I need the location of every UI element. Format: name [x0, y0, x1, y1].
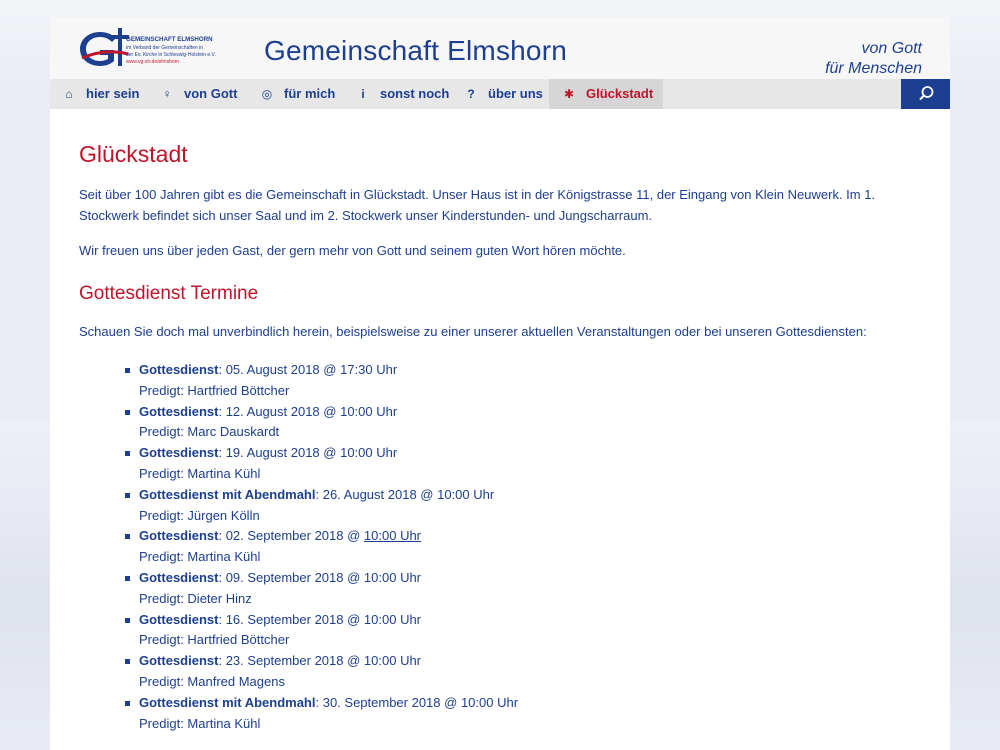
- asterisk-icon: ✱: [563, 87, 575, 101]
- search-button[interactable]: [901, 79, 950, 109]
- info-icon: i: [361, 87, 365, 101]
- bullet-icon: [125, 701, 130, 706]
- event-date: : 26. August 2018 @: [315, 486, 438, 502]
- event-time: 10:00 Uhr: [340, 445, 398, 461]
- nav-item-von-gott[interactable]: [148, 79, 249, 109]
- nav-item-hier-sein[interactable]: [50, 79, 151, 109]
- bullet-icon: [125, 534, 130, 539]
- event-time: 10:00 Uhr: [363, 569, 422, 585]
- main-content: [50, 109, 950, 734]
- event-type[interactable]: Gottesdienst: [139, 569, 219, 585]
- event-date: : 12. August 2018 @: [218, 403, 341, 419]
- main-navigation: [50, 79, 950, 109]
- bullet-icon: [125, 410, 130, 415]
- nav-item-fuer-mich[interactable]: [248, 79, 347, 109]
- section-heading-services: Gottesdienst Termine: [79, 283, 259, 304]
- event-preacher: Predigt: Hartfried Böttcher: [139, 632, 290, 648]
- page-title: Glückstadt: [79, 141, 188, 167]
- event-time: 10:00 Uhr: [363, 611, 422, 627]
- logo-line-1: GEMEINSCHAFT ELMSHORN: [126, 36, 213, 43]
- bullet-icon: [125, 451, 130, 456]
- nav-item-label: für mich: [284, 86, 336, 101]
- list-item: [139, 693, 921, 735]
- list-item: [139, 651, 921, 693]
- bullet-icon: [125, 659, 130, 664]
- bullet-icon: [125, 618, 130, 623]
- event-time: 10:00 Uhr: [363, 653, 422, 669]
- search-icon: [901, 79, 950, 109]
- nav-item-ueber-uns[interactable]: [452, 79, 555, 109]
- event-date: : 19. August 2018 @: [218, 445, 341, 461]
- event-preacher: Predigt: Marc Dauskardt: [139, 424, 280, 440]
- section-intro: Schauen Sie doch mal unverbindlich herein, beispielsweise zu einer unserer aktuellen Veranstaltungen oder bei unseren Gottesdiensten:: [79, 324, 867, 339]
- logo-line-4: www.vg-sh.de/elmshorn: [126, 59, 180, 65]
- page-container: [50, 17, 950, 750]
- event-preacher: Predigt: Martina Kühl: [139, 465, 261, 481]
- logo-line-2: im Verband der Gemeinschaften in: [126, 45, 203, 51]
- nav-item-label: hier sein: [86, 86, 140, 101]
- site-slogan: [825, 39, 922, 79]
- list-item: [139, 568, 921, 610]
- event-type[interactable]: Gottesdienst mit Abendmahl: [139, 486, 316, 502]
- list-item: [139, 610, 921, 652]
- event-time: 10:00 Uhr: [437, 486, 495, 502]
- nav-item-label: Glückstadt: [586, 86, 654, 101]
- slogan-line-1: von Gott: [861, 40, 922, 57]
- nav-item-label: über uns: [488, 86, 543, 101]
- logo-line-3: der Ev. Kirche in Schleswig-Holstein e.V.: [126, 52, 216, 58]
- intro-paragraph-2: Wir freuen uns über jeden Gast, der gern mehr von Gott und seinem guten Wort hören möchte.: [79, 243, 626, 258]
- list-item: [139, 485, 921, 527]
- intro-paragraph-1: Seit über 100 Jahren gibt es die Gemeinschaft in Glückstadt. Unser Haus ist in der Königstrasse 11, der Eingang von Klein Neuwerk. Im 1. Stockwerk befindet sich unser Saal und im 2. Stockwerk unser Kinderstunden- und Jungscharraum.: [79, 187, 876, 223]
- home-icon: ⌂: [65, 87, 73, 101]
- event-time: 17:30 Uhr: [340, 362, 398, 377]
- event-time: 10:00 Uhr: [340, 403, 398, 419]
- event-type[interactable]: Gottesdienst: [139, 653, 219, 669]
- nav-item-label: von Gott: [184, 86, 238, 101]
- event-preacher: Predigt: Manfred Magens: [139, 673, 285, 689]
- event-date: : 02. September 2018 @: [218, 528, 364, 544]
- event-date: : 16. September 2018 @: [218, 611, 364, 627]
- logo-emblem-icon: [80, 28, 129, 66]
- list-item: [139, 526, 921, 568]
- event-preacher: Predigt: Martina Kühl: [139, 715, 261, 731]
- list-item: [139, 402, 921, 444]
- event-type[interactable]: Gottesdienst: [139, 362, 219, 377]
- event-preacher: Predigt: Jürgen Kölln: [139, 507, 260, 523]
- list-item: [139, 443, 921, 485]
- event-time-link[interactable]: 10:00 Uhr: [363, 528, 422, 544]
- event-type[interactable]: Gottesdienst: [139, 528, 219, 544]
- event-preacher: Predigt: Dieter Hinz: [139, 590, 252, 606]
- site-logo[interactable]: [78, 26, 262, 72]
- lightbulb-icon: ♀: [162, 87, 172, 101]
- bullet-icon: [125, 576, 130, 581]
- nav-item-label: sonst noch: [380, 86, 450, 101]
- site-header: [50, 17, 950, 79]
- event-type[interactable]: Gottesdienst: [139, 611, 219, 627]
- event-date: : 09. September 2018 @: [218, 569, 364, 585]
- nav-item-sonst-noch[interactable]: [344, 79, 461, 109]
- bullet-icon: [125, 493, 130, 498]
- event-type[interactable]: Gottesdienst: [139, 445, 219, 461]
- bullet-icon: [125, 368, 130, 373]
- event-preacher: Predigt: Martina Kühl: [139, 549, 261, 565]
- nav-item-glueckstadt[interactable]: [549, 79, 663, 109]
- compass-icon: ◎: [261, 87, 273, 101]
- list-item: [139, 360, 921, 402]
- event-date: : 05. August 2018 @: [218, 362, 341, 377]
- event-preacher: Predigt: Hartfried Böttcher: [139, 382, 290, 398]
- slogan-line-2: für Menschen: [825, 60, 922, 77]
- event-date: : 30. September 2018 @: [315, 694, 461, 710]
- event-type[interactable]: Gottesdienst: [139, 403, 219, 419]
- event-type[interactable]: Gottesdienst mit Abendmahl: [139, 694, 316, 710]
- site-title[interactable]: Gemeinschaft Elmshorn: [264, 35, 567, 66]
- event-date: : 23. September 2018 @: [218, 653, 364, 669]
- event-list: [79, 360, 921, 734]
- question-icon: ?: [467, 87, 475, 101]
- event-time: 10:00 Uhr: [460, 694, 519, 710]
